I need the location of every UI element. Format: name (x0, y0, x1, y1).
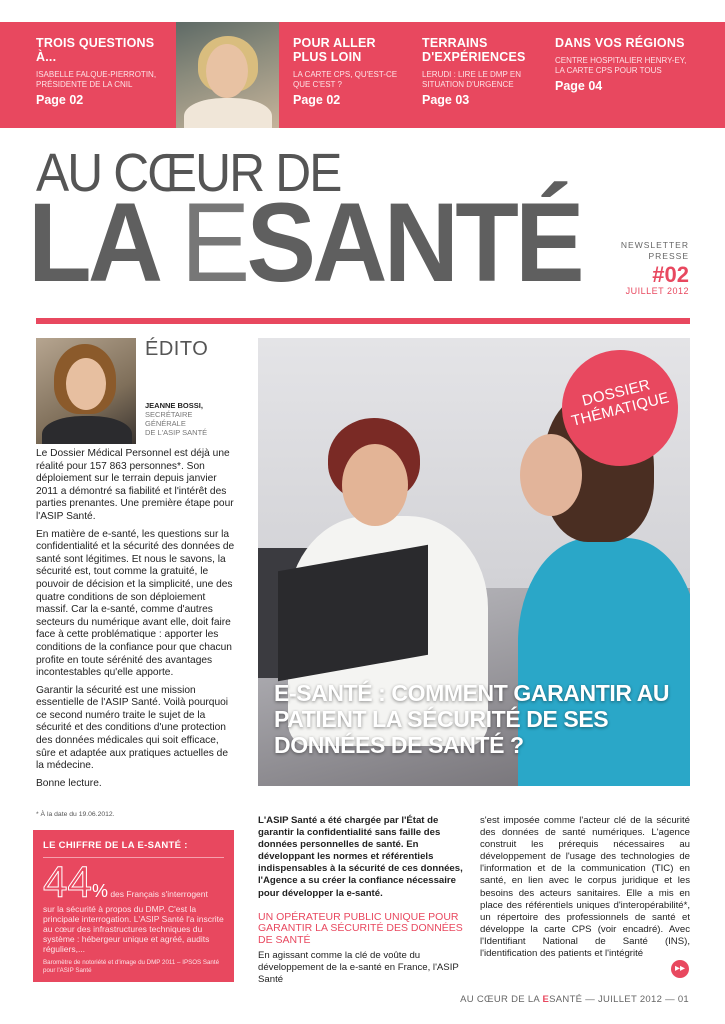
key-figure-percent: % (91, 881, 108, 901)
contents-item-title: TROIS QUESTIONS À... (36, 36, 155, 64)
masthead-la: LA (28, 180, 181, 305)
article-column-1 (258, 815, 468, 986)
edito-paragraph: Le Dossier Médical Personnel est déjà une réalité pour 157 863 personnes*. Son déploiement sur le terrain depuis janvier 2011 a démontré sa fiabilité et l'intérêt des parties prenantes. Une première étape pour l'ASIP Santé. (36, 448, 234, 522)
interviewee-photo (176, 22, 279, 128)
dossier-badge: DOSSIER THÉMATIQUE (550, 338, 690, 478)
newsletter-label: NEWSLETTER (620, 240, 689, 250)
edito-body (36, 448, 236, 795)
contents-item-subtitle: LERUDI : LIRE LE DMP EN SITUATION D'URGENCE (422, 70, 521, 89)
author-role-3: DE L'ASIP SANTÉ (145, 428, 208, 437)
article-subhead: UN OPÉRATEUR PUBLIC UNIQUE POUR GARANTIR LA SÉCURITÉ DES DONNÉES DE SANTÉ (258, 910, 463, 946)
contents-item-page: Page 03 (422, 93, 470, 107)
contents-item-title: DANS VOS RÉGIONS (555, 36, 685, 50)
contents-item-subtitle: ISABELLE FALQUE-PIERROTIN, PRÉSIDENTE DE LA CNIL (36, 70, 157, 89)
issue-number: #02 (652, 262, 689, 287)
divider (36, 318, 690, 324)
contents-item-page: Page 02 (36, 93, 84, 107)
contents-item-title: POUR ALLER PLUS LOIN (293, 36, 376, 64)
masthead-e: E (180, 180, 247, 305)
feature-photo (258, 338, 690, 786)
contents-item-page: Page 02 (293, 93, 341, 107)
author-role-1: SECRÉTAIRE (145, 410, 193, 419)
edito-paragraph: En matière de e-santé, les questions sur la confidentialité et la sécurité des données de santé sont légitimes. Et nous le savons, la sécurité est, tout comme la gratuité, le pouvoir de décision et la simplicité, une des quatre conditions de son déploiement massif. Car la e-santé, comme d'autres secteurs du numérique avant elle, doit faire face à cette problématique : apporter les conditions de la confiance pour que chacun profite en toute sérénité des avantages incontestables qu'elle apporte. (36, 528, 235, 679)
contents-item-terrains[interactable] (422, 36, 537, 107)
contents-item-subtitle: LA CARTE CPS, QU'EST-CE QUE C'EST ? (293, 70, 398, 89)
article-body: s'est imposée comme l'acteur clé de la sécurité des données de santé numériques. L'agence construit les prérequis nécessaires au développement de l'usage des technologies de l'information et de la communication (TIC) en santé, en lien avec le corpus juridique et les besoins des acteurs sanitaires. Elle a mis en place des référentiels uniques d'interopérabilité*, un répertoire des professionnels de santé et développe la carte CPS (voir encadré). Avec l'Identifiant National de Santé (INS), l'identification des patients et l'intégrité (480, 815, 690, 960)
article-intro: L'ASIP Santé a été chargée par l'État de garantir la confidentialité sans faille des données personnelles de santé. En développant les normes et référentiels indispensables à la sécurité de ces données, l'Agence a su créer la confiance nécessaire pour développer la e-santé. (258, 815, 463, 899)
footer-e: E (542, 994, 550, 1005)
author-name: JEANNE BOSSI, (145, 401, 203, 410)
key-figure-number: 44 (43, 858, 92, 907)
key-figure-box (33, 830, 234, 982)
key-figure-lead: des Français s'interrogent (107, 889, 208, 899)
contents-item-regions[interactable] (555, 36, 690, 93)
key-figure-source: Baromètre de notoriété et d'image du DMP 2011 – IPSOS Santé pour l'ASIP Santé (43, 959, 220, 974)
next-page-icon[interactable]: ▸▸ (671, 960, 689, 978)
issue-date: JUILLET 2012 (625, 286, 689, 296)
page-footer (460, 994, 689, 1005)
footer-suffix: SANTÉ — JUILLET 2012 — 01 (549, 994, 689, 1005)
contents-item-subtitle: CENTRE HOSPITALIER HENRY-EY, LA CARTE CPS POUR TOUS (555, 56, 687, 75)
contents-banner (0, 22, 725, 128)
author-photo (36, 338, 136, 444)
feature-headline: E-SANTÉ : COMMENT GARANTIR AU PATIENT LA SÉCURITÉ DE SES DONNÉES DE SANTÉ ? (274, 680, 670, 758)
key-figure-text: sur la sécurité à propos du DMP. C'est la principale interrogation. L'ASIP Santé l'a inscrite au cœur des infrastructures techniques du système : hébergeur unique et agréé, audits réguliers,... (43, 904, 224, 954)
presse-label: PRESSE (648, 251, 689, 261)
masthead-title (28, 180, 581, 305)
key-figure-title: LE CHIFFRE DE LA E-SANTÉ : (43, 840, 224, 858)
issue-info (621, 240, 689, 297)
edito-paragraph: Garantir la sécurité est une mission essentielle de l'ASIP Santé. Voilà pourquoi ce second numéro traite le sujet de la sécurité et des conditions d'une protection des données médicales qui soit efficace, sûre et adaptée aux pratiques actuelles de la médecine. (36, 684, 229, 772)
edito-paragraph: Bonne lecture. (36, 777, 102, 789)
masthead-sante: SANTÉ (246, 180, 581, 305)
contents-item-title: TERRAINS D'EXPÉRIENCES (422, 36, 526, 64)
contents-item-pour-aller-plus-loin[interactable] (293, 36, 403, 107)
author-signature (145, 401, 207, 437)
contents-item-page: Page 04 (555, 79, 603, 93)
footnote: * À la date du 19.06.2012. (36, 811, 115, 818)
article-column-2 (480, 815, 690, 960)
author-role-2: GÉNÉRALE (145, 419, 186, 428)
article-body: En agissant comme la clé de voûte du développement de la e-santé en France, l'ASIP Santé (258, 950, 459, 986)
contents-item-trois-questions[interactable] (36, 36, 166, 107)
edito-title: ÉDITO (145, 338, 209, 360)
footer-prefix: AU CŒUR DE LA (460, 994, 543, 1005)
masthead-line1: AU CŒUR DE (36, 143, 341, 203)
